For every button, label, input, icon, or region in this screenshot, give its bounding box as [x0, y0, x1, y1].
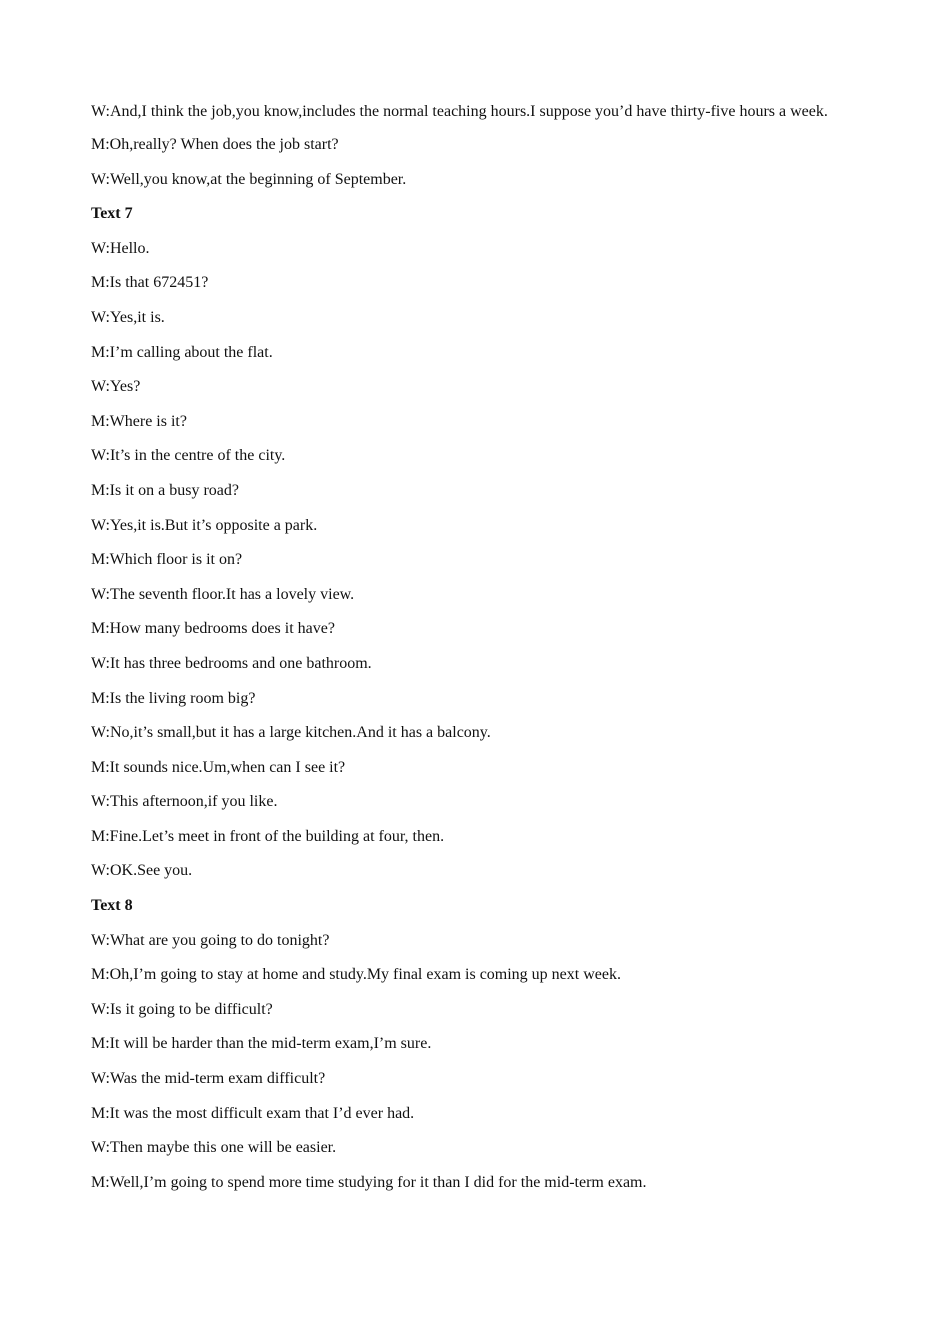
dialogue-line: W:The seventh floor.It has a lovely view.	[91, 585, 355, 603]
dialogue-line: M:How many bedrooms does it have?	[91, 620, 335, 638]
dialogue-line: W:Yes?	[91, 378, 141, 396]
dialogue-line: W:And,I think the job,you know,includes the normal teaching hours.I suppose you’d have thirty-five hours a week.	[91, 103, 828, 120]
dialogue-line: M:Is that 672451?	[91, 274, 209, 292]
dialogue-line: M:It will be harder than the mid-term exam,I’m sure.	[91, 1035, 432, 1053]
dialogue-line: W:Is it going to be difficult?	[91, 1000, 273, 1018]
dialogue-line: W:OK.See you.	[91, 862, 193, 880]
dialogue-line: M:It was the most difficult exam that I’d ever had.	[91, 1104, 415, 1122]
dialogue-line: M:Fine.Let’s meet in front of the building at four, then.	[91, 827, 445, 845]
dialogue-line: W:What are you going to do tonight?	[91, 931, 330, 949]
dialogue-line: M:Is it on a busy road?	[91, 481, 239, 499]
dialogue-line: W:This afternoon,if you like.	[91, 793, 278, 811]
dialogue-line: W:Well,you know,at the beginning of September.	[91, 170, 407, 188]
dialogue-line: M:Oh,I’m going to stay at home and study.My final exam is coming up next week.	[91, 966, 621, 984]
dialogue-line: W:Yes,it is.But it’s opposite a park.	[91, 516, 318, 534]
dialogue-line: M:Which floor is it on?	[91, 551, 243, 569]
dialogue-line: W:Then maybe this one will be easier.	[91, 1139, 337, 1157]
dialogue-line: W:Yes,it is.	[91, 308, 165, 326]
dialogue-line: W:Hello.	[91, 239, 150, 257]
dialogue-line: M:Where is it?	[91, 412, 187, 430]
section-heading: Text 7	[91, 205, 133, 223]
dialogue-line: M:Is the living room big?	[91, 689, 256, 707]
dialogue-line: W:It’s in the centre of the city.	[91, 447, 286, 465]
dialogue-line: M:Well,I’m going to spend more time studying for it than I did for the mid-term exam.	[91, 1173, 647, 1191]
dialogue-line: W:No,it’s small,but it has a large kitchen.And it has a balcony.	[91, 724, 491, 742]
dialogue-line: M:I’m calling about the flat.	[91, 343, 273, 361]
dialogue-line: M:It sounds nice.Um,when can I see it?	[91, 758, 346, 776]
section-heading: Text 8	[91, 897, 133, 915]
dialogue-line: W:Was the mid-term exam difficult?	[91, 1070, 326, 1088]
dialogue-line: W:It has three bedrooms and one bathroom.	[91, 654, 372, 672]
dialogue-line: M:Oh,really? When does the job start?	[91, 136, 339, 153]
document-body	[91, 98, 858, 1203]
